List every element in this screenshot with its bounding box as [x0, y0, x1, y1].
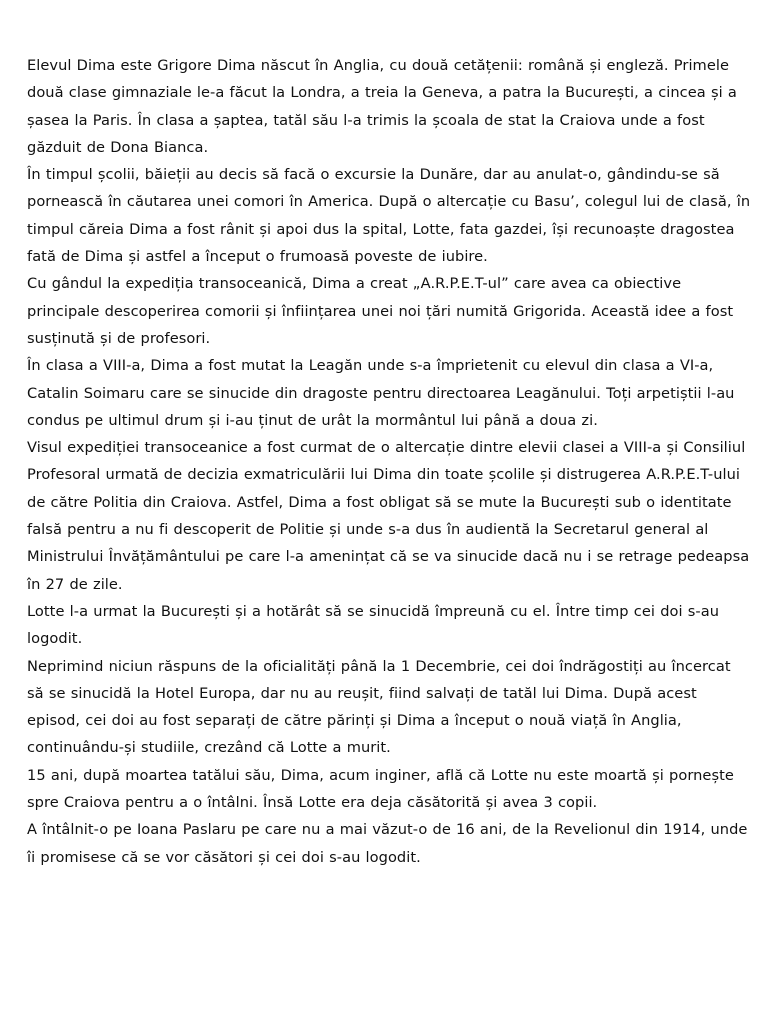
paragraph-9: A întâlnit-o pe Ioana Paslaru pe care nu a mai văzut-o de 16 ani, de la Revelionul din 1914, unde îi promisese că se vor căsători și cei doi s-au logodit.: [27, 821, 748, 866]
paragraph-7: Neprimind niciun răspuns de la oficialități până la 1 Decembrie, cei doi îndrăgostiți au încercat să se sinucidă la Hotel Europa, dar nu au reușit, fiind salvați de tatăl lui Dima. După acest episod, cei doi au fost separați de către părinți și Dima a început o nouă viață în Anglia, continuându-și studiile, crezând că Lotte a murit.: [27, 657, 731, 757]
paragraph-5: Visul expediției transoceanice a fost curmat de o altercație dintre elevii clasei a VIII-a și Consiliul Profesoral urmată de decizia exmatriculării lui Dima din toate școlile și distrugerea A.R.P.E.T-ului de către Politia din Craiova. Astfel, Dima a fost obligat să se mute la București sub o identitate falsă pentru a nu fi descoperit de Politie și unde s-a dus în audientă la Secretarul general al Ministrului Învățământului pe care l-a amenințat că se va sinucide dacă nu i se retrage pedeapsa în 27 de zile.: [27, 439, 750, 593]
document-body: [27, 52, 751, 871]
paragraph-8: 15 ani, după moartea tatălui său, Dima, acum inginer, află că Lotte nu este moartă și pornește spre Craiova pentru a o întâlni. Însă Lotte era deja căsătorită și avea 3 copii.: [27, 766, 734, 812]
paragraph-6: Lotte l-a urmat la București și a hotărât să se sinucidă împreună cu el. Între timp cei doi s-au logodit.: [27, 602, 720, 648]
paragraph-3: Cu gândul la expediția transoceanică, Dima a creat „A.R.P.E.T-ul” care avea ca obiective principale descoperirea comorii și înființarea unei noi țări numită Grigorida. Această idee a fost susținută și de profesori.: [27, 275, 734, 347]
paragraph-1: Elevul Dima este Grigore Dima născut în Anglia, cu două cetățenii: română și engleză. Primele două clase gimnaziale le-a făcut la Londra, a treia la Geneva, a patra la București, a cincea și a șasea la Paris. În clasa a șaptea, tatăl său l-a trimis la școala de stat la Craiova unde a fost găzduit de Dona Bianca.: [27, 57, 737, 156]
paragraph-4: În clasa a VIII-a, Dima a fost mutat la Leagăn unde s-a împrietenit cu elevul din clasa a VI-a, Catalin Soimaru care se sinucide din dragoste pentru directoarea Leagănului. Toți arpetiștii l-au condus pe ultimul drum și i-au ținut de urât la mormântul lui până a doua zi.: [27, 357, 735, 429]
paragraph-2: În timpul școlii, băieții au decis să facă o excursie la Dunăre, dar au anulat-o, gândindu-se să pornească în căutarea unei comori în America. După o altercație cu Basu’, colegul lui de clasă, în timpul căreia Dima a fost rânit și apoi dus la spital, Lotte, fata gazdei, își recunoaște dragostea fată de Dima și astfel a început o frumoasă poveste de iubire.: [27, 166, 751, 266]
